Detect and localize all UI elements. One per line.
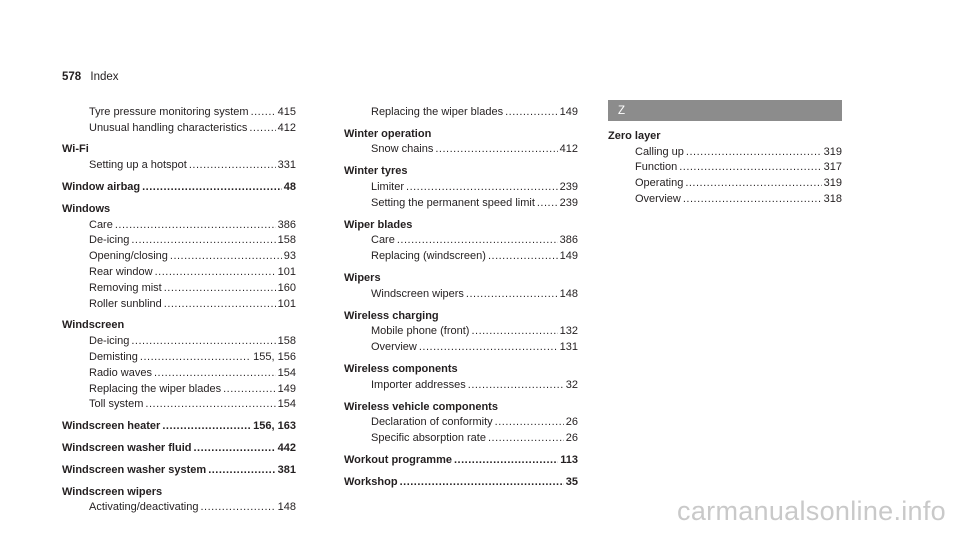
index-entry	[344, 337, 578, 353]
index-entry	[62, 347, 296, 363]
index-entry	[344, 215, 578, 231]
dot-leader	[679, 161, 821, 173]
page-reference: 113	[560, 453, 578, 466]
index-group	[344, 120, 578, 156]
index-entry-label: Replacing the wiper blades	[371, 105, 504, 118]
index-entry-label: Workout programme	[344, 453, 452, 466]
index-entry-label: Windscreen	[62, 319, 125, 332]
index-entry-label: Opening/closing	[89, 250, 168, 263]
index-entry-label: Radio waves	[89, 366, 152, 379]
index-group	[344, 157, 578, 208]
page-reference: 155, 156	[253, 350, 296, 363]
dot-leader	[685, 177, 821, 189]
page-reference: 154	[277, 366, 296, 379]
index-entry	[62, 460, 296, 476]
index-entry-label: Toll system	[89, 398, 144, 411]
dot-leader	[397, 234, 558, 246]
dot-leader	[194, 442, 276, 454]
dot-leader	[208, 464, 275, 476]
index-entry	[344, 231, 578, 247]
index-entry-label: Windscreen washer fluid	[62, 441, 192, 454]
index-heading	[608, 126, 842, 142]
index-entry-label: Wi-Fi	[62, 143, 89, 156]
index-group	[62, 478, 296, 514]
index-entry	[62, 177, 296, 193]
index-entry	[62, 215, 296, 231]
index-entry-label: De-icing	[89, 234, 130, 247]
index-entry	[62, 379, 296, 395]
page-reference: 131	[559, 341, 578, 354]
page-reference: 156, 163	[253, 420, 296, 433]
dot-leader	[683, 193, 822, 205]
dot-leader	[140, 351, 251, 363]
dot-leader	[164, 282, 276, 294]
index-entry	[62, 482, 296, 498]
dot-leader	[162, 420, 251, 432]
dot-leader	[249, 122, 275, 134]
index-group	[62, 195, 296, 310]
dot-leader	[454, 454, 558, 466]
index-entry	[344, 428, 578, 444]
index-entry	[344, 284, 578, 300]
index-entry	[608, 142, 842, 158]
dot-leader	[115, 219, 276, 231]
index-group	[62, 412, 296, 432]
index-entry	[62, 438, 296, 454]
index-entry-label: Overview	[371, 341, 417, 354]
index-entry	[344, 177, 578, 193]
index-group	[344, 355, 578, 391]
index-entry-label: De-icing	[89, 335, 130, 348]
index-group	[608, 126, 842, 205]
index-entry-label: Wireless vehicle components	[344, 400, 498, 413]
index-entry-label: Rear window	[89, 265, 153, 278]
dot-leader	[406, 181, 558, 193]
index-entry-label: Workshop	[344, 475, 398, 488]
index-entry	[62, 231, 296, 247]
index-entry	[62, 498, 296, 514]
dot-leader	[537, 197, 558, 209]
dot-leader	[155, 266, 276, 278]
page-reference: 317	[823, 161, 842, 174]
dot-leader	[471, 325, 557, 337]
index-entry	[344, 472, 578, 488]
index-entry	[62, 118, 296, 134]
index-column-2	[344, 102, 578, 490]
index-entry-label: Winter tyres	[344, 165, 408, 178]
index-entry	[608, 158, 842, 174]
watermark: carmanualsonline.info	[677, 496, 946, 526]
page-reference: 239	[559, 180, 578, 193]
index-entry-label: Replacing the wiper blades	[89, 382, 222, 395]
index-entry-label: Wipers	[344, 271, 381, 284]
index-entry-label: Setting up a hotspot	[89, 159, 187, 172]
index-entry	[344, 124, 578, 140]
page-reference: 442	[277, 441, 296, 454]
index-entry-label: Operating	[635, 177, 684, 190]
index-entry-label: Windscreen washer system	[62, 463, 207, 476]
index-entry-label: Winter operation	[344, 127, 432, 140]
dot-leader	[495, 416, 564, 428]
index-group	[344, 264, 578, 300]
index-entry	[344, 306, 578, 322]
index-column-1	[62, 102, 296, 515]
dot-leader	[488, 432, 564, 444]
page-reference: 93	[283, 250, 296, 263]
index-entry-label: Roller sunblind	[89, 297, 162, 310]
index-entry-label: Calling up	[635, 145, 684, 158]
index-entry	[344, 140, 578, 156]
dot-leader	[400, 476, 564, 488]
page-reference: 412	[559, 143, 578, 156]
dot-leader	[435, 143, 557, 155]
index-entry	[344, 193, 578, 209]
index-entry	[344, 450, 578, 466]
page-reference: 331	[277, 159, 296, 172]
index-entry-label: Care	[371, 234, 395, 247]
page-reference: 26	[565, 416, 578, 429]
dot-leader	[686, 146, 822, 158]
index-entry-label: Windscreen wipers	[371, 287, 464, 300]
index-group	[344, 102, 578, 118]
index-entry	[62, 199, 296, 215]
index-entry	[62, 294, 296, 310]
dot-leader	[251, 106, 276, 118]
page-reference: 101	[277, 297, 296, 310]
page-reference: 149	[277, 382, 296, 395]
index-entry-label: Care	[89, 218, 113, 231]
index-group	[62, 456, 296, 476]
page-reference: 26	[565, 432, 578, 445]
section-title: Index	[90, 71, 119, 83]
page-reference: 386	[559, 234, 578, 247]
page-reference: 149	[559, 105, 578, 118]
page-reference: 386	[277, 218, 296, 231]
letter-section-bar	[608, 100, 842, 121]
page-number: 578	[62, 71, 82, 83]
index-group	[344, 302, 578, 353]
index-entry-label: Replacing (windscreen)	[371, 250, 486, 263]
index-entry	[62, 331, 296, 347]
dot-leader	[145, 398, 275, 410]
index-entry	[344, 102, 578, 118]
index-entry-label: Unusual handling characteristics	[89, 121, 248, 134]
page-reference: 149	[559, 250, 578, 263]
page-reference: 35	[565, 475, 578, 488]
index-entry	[344, 397, 578, 413]
index-entry-label: Windscreen heater	[62, 420, 161, 433]
page-reference: 381	[277, 463, 296, 476]
dot-leader	[505, 106, 558, 118]
index-entry-label: Removing mist	[89, 281, 162, 294]
index-entry	[608, 189, 842, 205]
index-entry	[344, 246, 578, 262]
page-reference: 412	[277, 121, 296, 134]
dot-leader	[223, 383, 276, 395]
page-reference: 319	[823, 145, 842, 158]
index-entry	[62, 246, 296, 262]
index-entry-label: Wiper blades	[344, 218, 413, 231]
dot-leader	[189, 159, 276, 171]
index-entry-label: Window airbag	[62, 180, 141, 193]
page-header	[62, 70, 119, 84]
index-group	[62, 102, 296, 134]
index-entry	[344, 161, 578, 177]
index-entry	[62, 140, 296, 156]
page-reference: 318	[823, 192, 842, 205]
index-group	[344, 446, 578, 466]
index-entry	[62, 316, 296, 332]
index-entry-label: Tyre pressure monitoring system	[89, 105, 249, 118]
index-entry	[344, 375, 578, 391]
index-entry-label: Demisting	[89, 350, 138, 363]
index-entry-label: Snow chains	[371, 143, 434, 156]
index-group	[344, 468, 578, 488]
index-group	[62, 312, 296, 411]
index-entry-label: Wireless charging	[344, 309, 439, 322]
page-reference: 160	[277, 281, 296, 294]
dot-leader	[419, 341, 558, 353]
index-group	[62, 136, 296, 172]
index-entry-label: Overview	[635, 192, 681, 205]
page-reference: 132	[559, 325, 578, 338]
index-entry-label: Limiter	[371, 180, 405, 193]
page-reference: 148	[559, 287, 578, 300]
index-entry	[62, 416, 296, 432]
index-entry	[62, 262, 296, 278]
index-group	[344, 211, 578, 262]
index-group	[62, 434, 296, 454]
index-entry-label: Function	[635, 161, 678, 174]
dot-leader	[468, 379, 564, 391]
page-reference: 148	[277, 501, 296, 514]
index-entry-label: Declaration of conformity	[371, 416, 493, 429]
index-entry-label: Windows	[62, 202, 111, 215]
dot-leader	[200, 501, 275, 513]
dot-leader	[154, 367, 276, 379]
index-entry	[62, 395, 296, 411]
index-entry	[62, 278, 296, 294]
page-reference: 101	[277, 265, 296, 278]
dot-leader	[142, 181, 282, 193]
index-entry	[608, 173, 842, 189]
index-entry	[344, 413, 578, 429]
index-entry-label: Importer addresses	[371, 378, 466, 391]
index-group	[344, 393, 578, 444]
page-reference: 158	[277, 335, 296, 348]
dot-leader	[488, 250, 558, 262]
index-heading-label: Zero layer	[608, 129, 661, 142]
index-entry	[344, 268, 578, 284]
dot-leader	[170, 250, 282, 262]
index-entry	[62, 363, 296, 379]
index-column-3	[608, 102, 842, 207]
page-reference: 158	[277, 234, 296, 247]
index-entry	[344, 359, 578, 375]
dot-leader	[466, 288, 558, 300]
index-entry-label: Wireless components	[344, 362, 458, 375]
index-entry-label: Setting the permanent speed limit	[371, 196, 535, 209]
index-entry	[344, 322, 578, 338]
index-entry-label: Mobile phone (front)	[371, 325, 470, 338]
index-entry	[62, 155, 296, 171]
page-reference: 48	[283, 180, 296, 193]
index-entry-label: Windscreen wipers	[62, 485, 163, 498]
page-reference: 239	[559, 196, 578, 209]
page-reference: 319	[823, 177, 842, 190]
dot-leader	[164, 298, 276, 310]
dot-leader	[131, 335, 275, 347]
page-reference: 154	[277, 398, 296, 411]
dot-leader	[131, 234, 275, 246]
index-group	[62, 173, 296, 193]
index-entry	[62, 102, 296, 118]
index-entry-label: Specific absorption rate	[371, 432, 486, 445]
letter-section-label: Z	[618, 104, 626, 117]
page-reference: 32	[565, 378, 578, 391]
index-entry-label: Activating/deactivating	[89, 501, 199, 514]
page-reference: 415	[277, 105, 296, 118]
